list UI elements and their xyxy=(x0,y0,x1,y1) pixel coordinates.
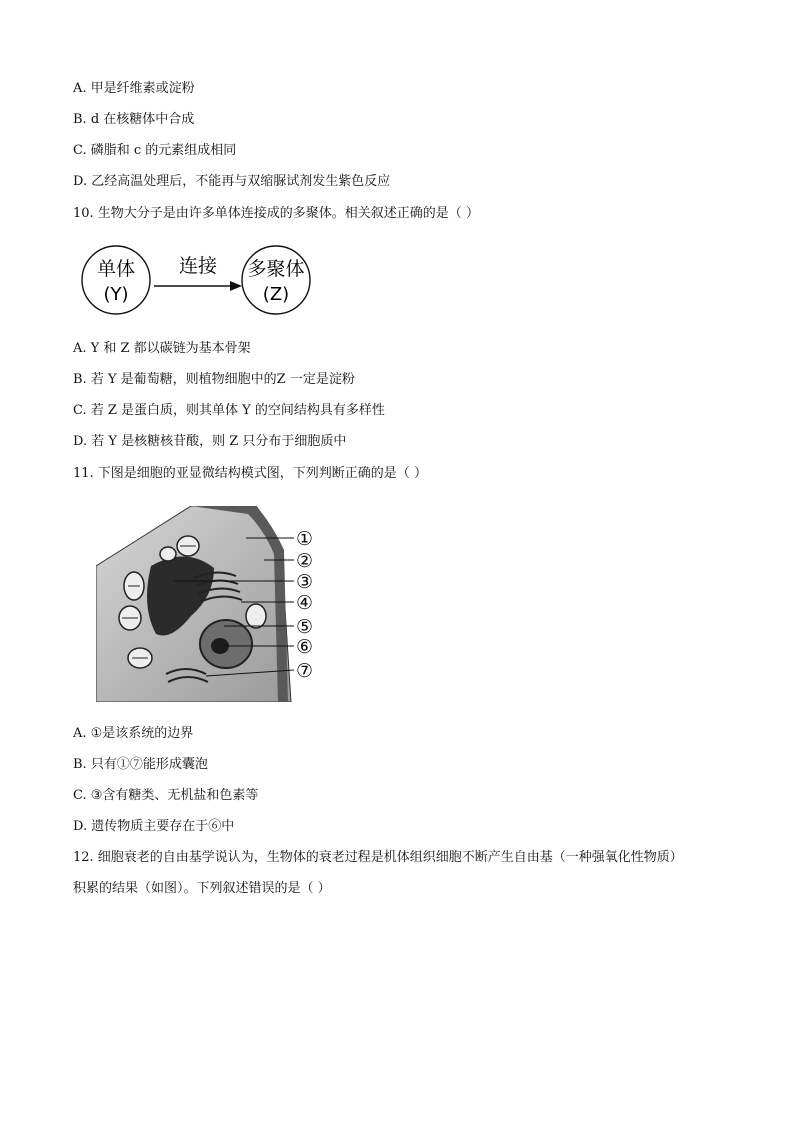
label-7: ⑦ xyxy=(296,660,314,682)
q11-option-a: A. ①是该系统的边界 xyxy=(73,726,194,741)
q9-option-c: C. 磷脂和 c 的元素组成相同 xyxy=(73,143,237,158)
q10-stem: 10. 生物大分子是由许多单体连接成的多聚体。相关叙述正确的是（ ） xyxy=(73,206,479,221)
q11-stem: 11. 下图是细胞的亚显微结构模式图，下列判断正确的是（ ） xyxy=(73,466,427,481)
polymer-symbol: (Z) xyxy=(262,284,290,305)
q10-option-b: B. 若 Y 是葡萄糖，则植物细胞中的Z 一定是淀粉 xyxy=(73,372,355,387)
q9-option-a: A. 甲是纤维素或淀粉 xyxy=(73,81,195,96)
label-3: ③ xyxy=(296,571,314,593)
label-1: ① xyxy=(296,528,314,550)
q10-option-d: D. 若 Y 是核糖核苷酸，则 Z 只分布于细胞质中 xyxy=(73,434,347,449)
arrow-head-icon xyxy=(230,281,242,291)
monomer-polymer-diagram xyxy=(80,244,312,316)
label-4: ④ xyxy=(296,592,314,614)
label-5: ⑤ xyxy=(296,616,314,638)
q11-option-d: D. 遗传物质主要存在于⑥中 xyxy=(73,819,235,834)
q9-option-b: B. d 在核糖体中合成 xyxy=(73,112,195,127)
q12-stem-line1: 12. 细胞衰老的自由基学说认为，生物体的衰老过程是机体组织细胞不断产生自由基（一种强氧化性物质） xyxy=(73,850,683,865)
q11-option-c: C. ③含有糖类、无机盐和色素等 xyxy=(73,788,259,803)
label-2: ② xyxy=(296,550,314,572)
q9-option-d: D. 乙经高温处理后，不能再与双缩脲试剂发生紫色反应 xyxy=(73,174,391,189)
polymer-label: 多聚体 xyxy=(247,258,305,280)
q12-stem-line2: 积累的结果（如图）。下列叙述错误的是（ ） xyxy=(73,881,331,896)
monomer-symbol: (Y) xyxy=(103,284,129,305)
arrow-label: 连接 xyxy=(178,255,218,277)
q10-option-a: A. Y 和 Z 都以碳链为基本骨架 xyxy=(73,341,251,356)
label-6: ⑥ xyxy=(296,636,314,658)
q11-option-b: B. 只有①⑦能形成囊泡 xyxy=(73,757,208,772)
q10-option-c: C. 若 Z 是蛋白质，则其单体 Y 的空间结构具有多样性 xyxy=(73,403,385,418)
monomer-label: 单体 xyxy=(96,258,136,280)
cell-ultrastructure-diagram xyxy=(96,506,328,702)
